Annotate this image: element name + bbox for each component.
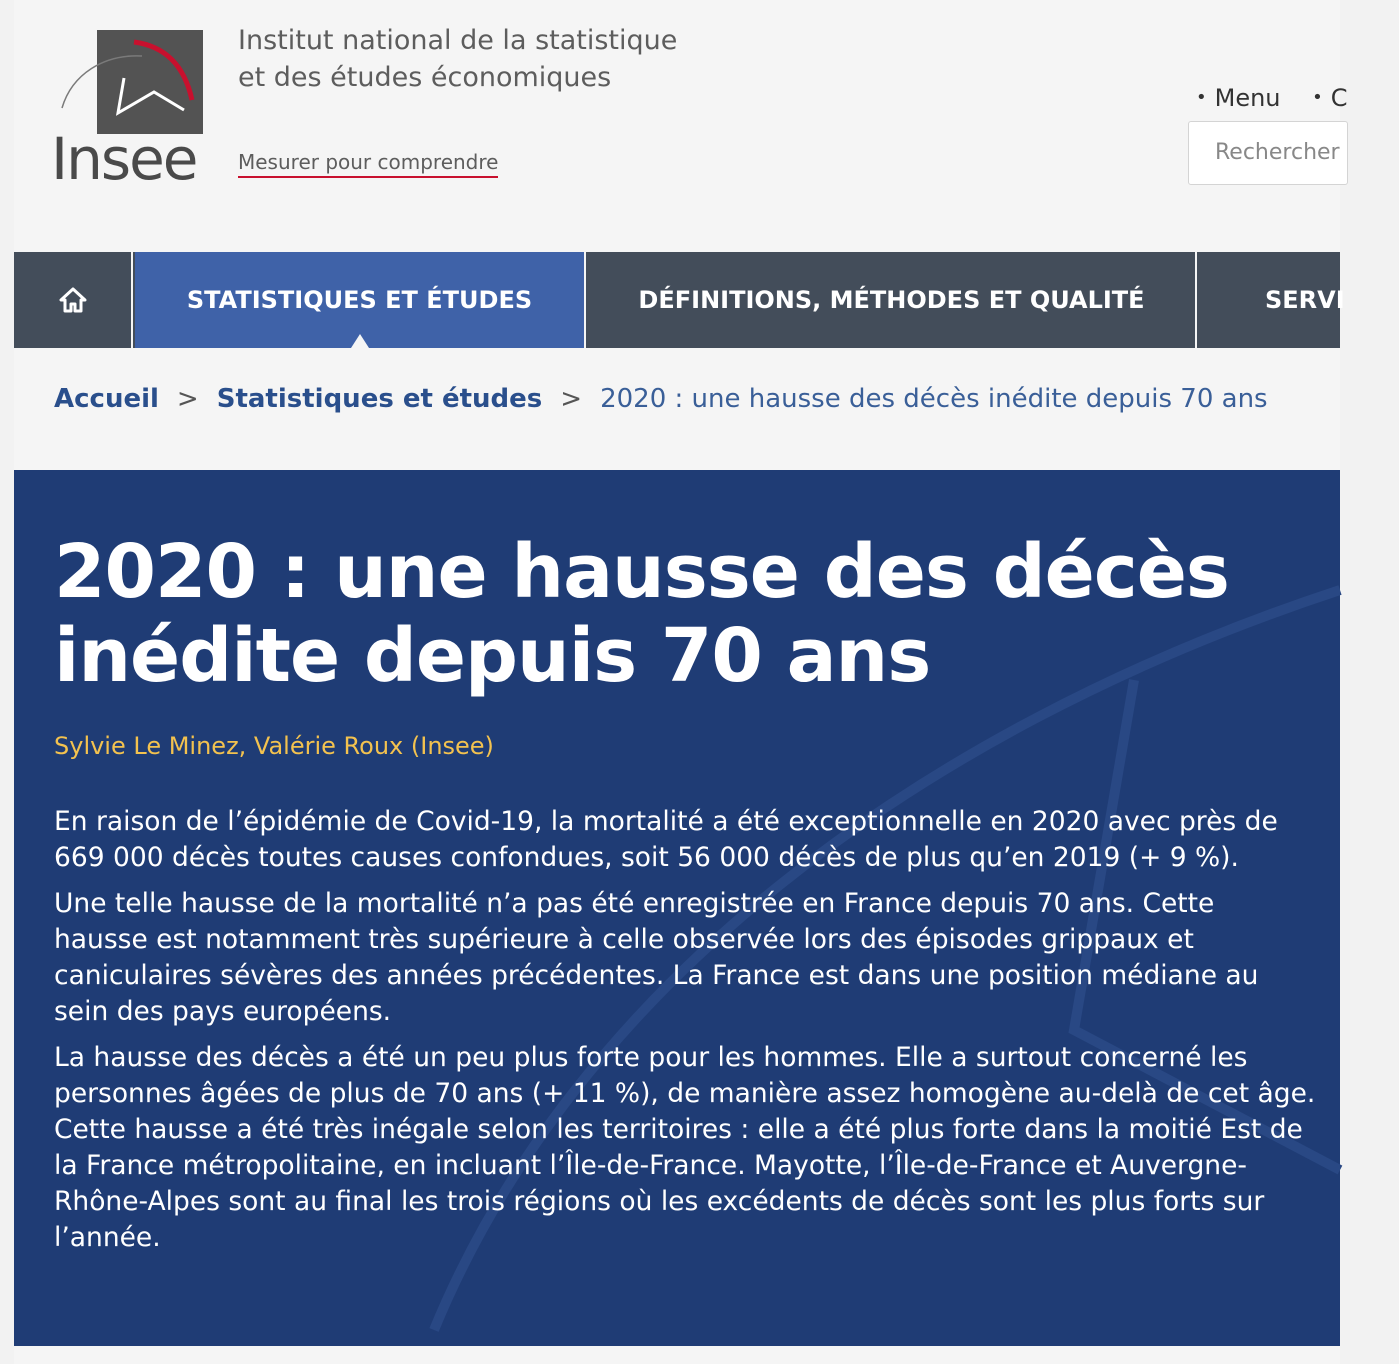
page (14, 0, 1348, 1364)
bullet-icon: • (1312, 87, 1323, 108)
top-link-2[interactable] (1312, 84, 1347, 112)
nav-statistiques-etudes[interactable]: STATISTIQUES ET ÉTUDES (135, 252, 586, 348)
top-link-2-label: C (1330, 84, 1348, 112)
chevron-right-icon: > (560, 384, 583, 414)
article-summary (54, 804, 1316, 1266)
nav-home[interactable] (14, 252, 133, 348)
top-links (1196, 84, 1372, 112)
summary-paragraph: La hausse des décès a été un peu plus forte pour les hommes. Elle a surtout concerné les personnes âgées de plus de 70 ans (+ 11 %), de manière assez homogène au-delà de cet âge. Cette hausse a été très inégale selon les territoires : elle a été plus forte dans la moitié Est de la France métropolitaine, en incluant l’Île-de-France. Mayotte, l’Île-de-France et Auvergne-Rhône-Alpes sont au final les trois régions où les excédents de décès sont les plus forts sur l’année. (54, 1042, 1316, 1253)
breadcrumb (54, 384, 1268, 414)
tagline: Mesurer pour comprendre (238, 150, 498, 178)
menu-link-label: Menu (1214, 84, 1281, 112)
menu-link[interactable] (1196, 84, 1281, 112)
institute-line-1: Institut national de la statistique (238, 25, 678, 56)
breadcrumb-current: 2020 : une hausse des décès inédite depuis 70 ans (600, 384, 1268, 414)
logo-wordmark: Insee (51, 125, 197, 193)
summary-paragraph: Une telle hausse de la mortalité n’a pas été enregistrée en France depuis 70 ans. Cette hausse est notamment très supérieure à celle observée lors des épisodes grippaux et caniculaires sévères des années précédentes. La France est dans une position médiane au sein des pays européens. (54, 888, 1259, 1027)
insee-logo[interactable] (14, 18, 214, 198)
authors: Sylvie Le Minez, Valérie Roux (Insee) (54, 732, 494, 760)
main-nav (14, 252, 1345, 348)
breadcrumb-accueil[interactable]: Accueil (54, 384, 159, 414)
page-title-line-1: 2020 : une hausse des décès (54, 529, 1229, 615)
active-nav-caret (351, 334, 369, 348)
breadcrumb-statistiques[interactable]: Statistiques et études (216, 384, 543, 414)
article-hero (14, 470, 1340, 1346)
nav-services[interactable]: SERVI (1265, 286, 1345, 314)
chevron-right-icon: > (176, 384, 199, 414)
institute-line-2: et des études économiques (238, 62, 612, 93)
nav-definitions-methodes[interactable]: DÉFINITIONS, MÉTHODES ET QUALITÉ (588, 252, 1197, 348)
summary-paragraph: En raison de l’épidémie de Covid-19, la mortalité a été exceptionnelle en 2020 avec près de 669 000 décès toutes causes confondues, soit 56 000 décès de plus qu’en 2019 (+ 9 %). (54, 806, 1278, 873)
search-input[interactable]: Rechercher (1188, 121, 1348, 185)
home-icon (58, 286, 88, 314)
institute-name (238, 22, 677, 96)
page-title-line-2: inédite depuis 70 ans (54, 613, 931, 699)
bullet-icon: • (1196, 87, 1207, 108)
page-title (54, 530, 1294, 698)
